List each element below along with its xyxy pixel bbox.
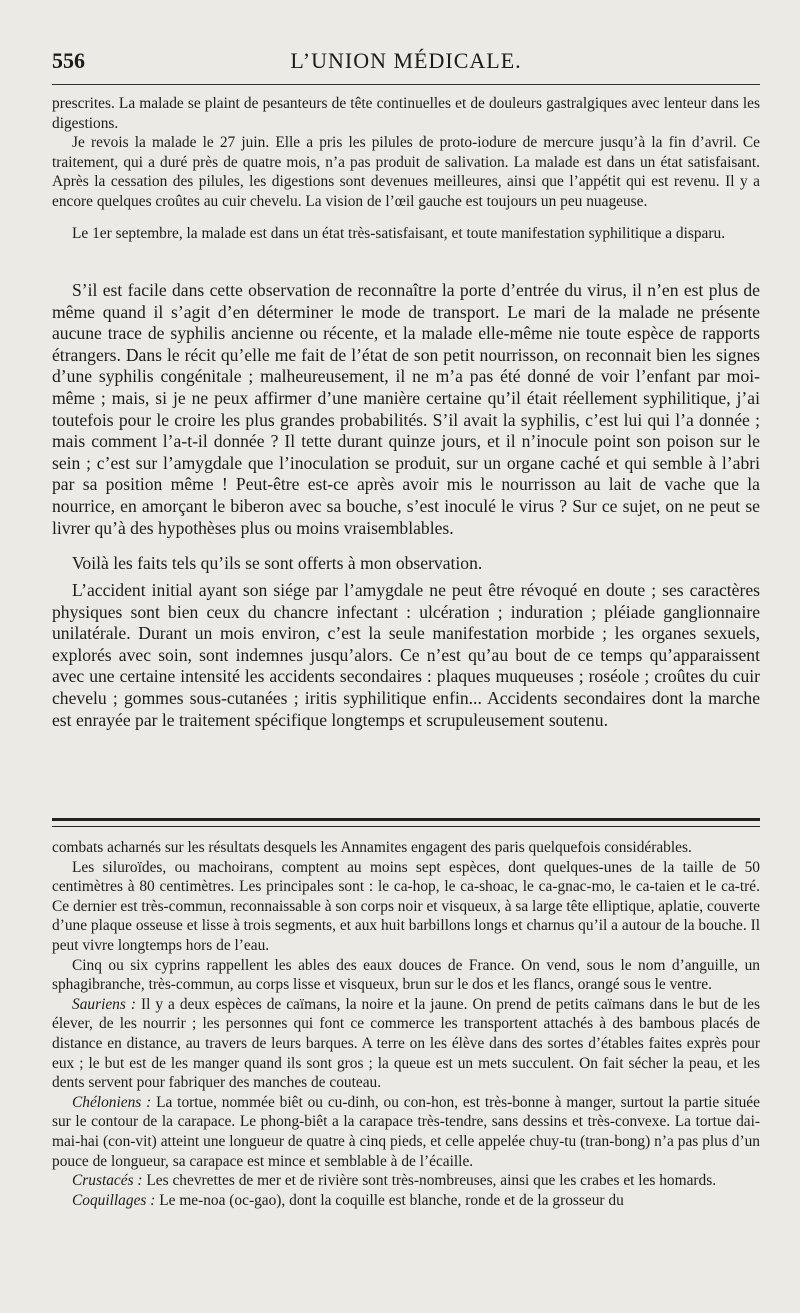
paragraph-27-juin: Je revois la malade le 27 juin. Elle a pris les pilules de proto-iodure de mercure jusqu’à la fin d’avril. Ce traitement, qui a duré près de quatre mois, n’a pas produit de salivation. La malade est dans un état satisfaisant. Après la cessation des pilules, les digestions sont devenues meilleures, ainsi que l’appétit qui est revenu. Il y a encore quelques croûtes au cuir chevelu. La vision de l’œil gauche est toujours un peu nuageuse. bbox=[52, 134, 760, 210]
running-title: L’UNION MÉDICALE. bbox=[290, 48, 522, 73]
page-number: 556 bbox=[52, 48, 85, 73]
upper-block-4 bbox=[52, 553, 760, 575]
paragraph-1er-septembre: Le 1er septembre, la malade est dans un état très-satisfaisant, et toute manifestation syphilitique a disparu. bbox=[72, 225, 726, 242]
paragraph-porte-entree: S’il est facile dans cette observation de reconnaître la porte d’entrée du virus, il n’en est plus de même quand il s’agit d’en déterminer le mode de transport. Le mari de la malade ne présente aucune trace de syphilis ancienne ou récente, et la malade elle-même nie toute espèce de rapports étrangers. Dans le récit qu’elle me fait de l’état de son petit nourrisson, on reconnait bien les signes d’une syphilis congénitale ; malheureusement, il ne m’a pas été donné de voir l’enfant par moi-même ; mais, si je ne peux affirmer d’une manière certaine qu’il était réellement syphilitique, j’ai toutefois pour le croire les plus grandes probabilités. S’il avait la syphilis, c’est lui qui l’a donnée ; mais comment l’a-t-il donnée ? Il tette durant quinze jours, et il n’inocule point son poison sur le sein ; c’est sur l’amygdale que l’inoculation se produit, sur un organe caché et qui semble à l’abri par sa position même ! Peut-être est-ce après avoir mis le nourrisson au lait de vache que la nourrice, en amorçant le biberon avec sa bouche, s’est inoculé le virus ? Sur ce sujet, on ne peut se livrer qu’à des hypothèses plus ou moins vraisemblables. bbox=[52, 280, 760, 538]
feuilleton-block bbox=[52, 838, 760, 1210]
paragraph-cyprins: Cinq ou six cyprins rappellent les ables des eaux douces de France. On vend, sous le nom d’anguille, un sphagibranche, très-commun, au corps lisse et visqueux, brun sur le dos et les flancs, orangé sous le ventre. bbox=[52, 956, 760, 994]
paragraph-siluroides: Les siluroïdes, ou machoirans, comptent au moins sept espèces, dont quelques-unes de la taille de 50 centimètres à 80 centimètres. Les principales sont : le ca-hop, le ca-shoac, le ca-gnac-mo, le ca-taien et le ca-tré. Ce dernier est très-commun, reconnaissable à son corps noir et visqueux, à sa large tête elliptique, aplatie, couverte d’une plaque osseuse et lisse à trois segments, et aux huit barbillons longs et charnus qu’il a autour de la bouche. Il peut vivre longtemps hors de l’eau. bbox=[52, 858, 760, 954]
label-coquillages: Coquillages : bbox=[72, 1191, 156, 1209]
upper-block-3 bbox=[52, 280, 760, 539]
label-cheloniens: Chéloniens : bbox=[72, 1093, 152, 1111]
paragraph-accident-initial: L’accident initial ayant son siége par l’amygdale ne peut être révoqué en doute ; ses caractères physiques sont bien ceux du chancre infectant : ulcération ; induration ; pléiade ganglionnaire unilatérale. Durant un mois environ, c’est la seule manifestation morbide ; les organes sexuels, explorés avec soin, sont indemnes jusqu’alors. Ce n’est qu’au bout de ce temps qu’apparaissent avec une certaine intensité les accidents secondaires : plaques muqueuses ; roséole ; croûtes du cuir chevelu ; gommes sous-cutanées ; iritis syphilitique enfin... Accidents secondaires dont la marche est enrayée par le traitement spécifique longtemps et scrupuleusement soutenu. bbox=[52, 580, 760, 730]
paragraph-crustaces bbox=[52, 1171, 760, 1191]
paragraph-cheloniens bbox=[52, 1093, 760, 1171]
text-coquillages: Le me-noa (oc-gao), dont la coquille est blanche, ronde et de la grosseur du bbox=[159, 1191, 624, 1209]
page-header bbox=[52, 48, 760, 82]
text-crustaces: Les chevrettes de mer et de rivière sont très-nombreuses, ainsi que les crabes et les homards. bbox=[146, 1172, 717, 1190]
header-rule bbox=[52, 84, 760, 85]
upper-block-2 bbox=[52, 224, 760, 244]
feuilleton-separator bbox=[52, 818, 760, 827]
paragraph-sauriens bbox=[52, 995, 760, 1093]
paragraph-combats: combats acharnés sur les résultats desquels les Annamites engagent des paris quelquefois considérables. bbox=[52, 839, 692, 856]
label-sauriens: Sauriens : bbox=[72, 995, 136, 1013]
label-crustaces: Crustacés : bbox=[72, 1172, 143, 1190]
upper-block-5 bbox=[52, 580, 760, 731]
paragraph-coquillages bbox=[52, 1191, 760, 1211]
paragraph-voila-les-faits: Voilà les faits tels qu’ils se sont offerts à mon observation. bbox=[72, 553, 483, 573]
paragraph-prescrites: prescrites. La malade se plaint de pesanteurs de tête continuelles et de douleurs gastralgiques avec lenteur dans les digestions. bbox=[52, 95, 760, 132]
text-sauriens: Il y a deux espèces de caïmans, la noire et la jaune. On prend de petits caïmans dans le but de les élever, de les nourrir ; les personnes qui font ce commerce les transportent attachés à des bambous placés de distance en distance, au travers de leurs barques. A terre on les élève dans des sortes d’étables faites exprès pour eux ; le but est de les manger quand ils sont gros ; la queue est un mets succulent. On fait sécher la peau, et les dents servent pour fabriquer des manches de couteau. bbox=[52, 995, 760, 1092]
text-cheloniens: La tortue, nommée biêt ou cu-dinh, ou con-hon, est très-bonne à manger, surtout la partie située sur le contour de la carapace. Le phong-biêt a la carapace très-tendre, sans dessins et très-convexe. La tortue dai-mai-hai (con-vit) atteint une longueur de quatre à cinq pieds, et celle appelée chuy-tu (tran-bong) n’a pas plus d’un pouce de longueur, sa carapace est mince et semblable à de l’écaille. bbox=[52, 1093, 760, 1170]
upper-block-1 bbox=[52, 94, 760, 212]
